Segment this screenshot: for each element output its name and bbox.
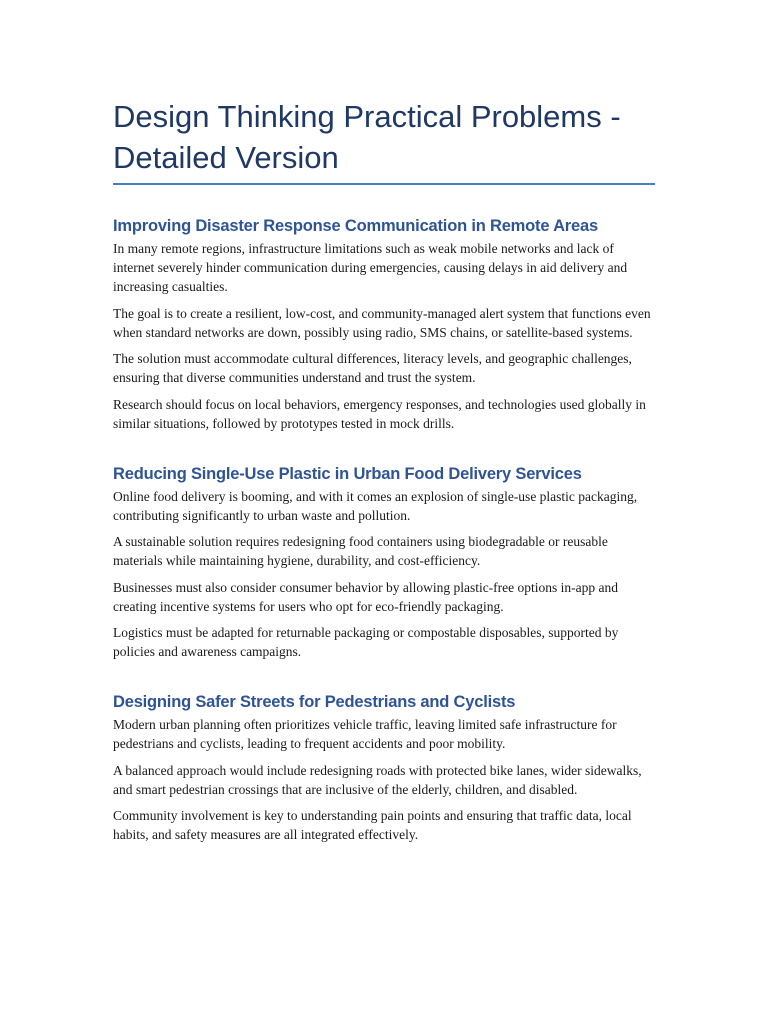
paragraph: In many remote regions, infrastructure limitations such as weak mobile networks and lack of internet severely hinder communication during emergencies, causing delays in aid delivery and increasing casualties.	[113, 241, 628, 294]
paragraph: The solution must accommodate cultural differences, literacy levels, and geographic challenges, ensuring that diverse communities understand and trust the system.	[113, 351, 632, 385]
paragraph: The goal is to create a resilient, low-cost, and community-managed alert system that functions even when standard networks are down, possibly using radio, SMS chains, or satellite-based systems.	[113, 305, 651, 340]
paragraph: Modern urban planning often prioritizes vehicle traffic, leaving limited safe infrastructure for pedestrians and cyclists, leading to frequent accidents and poor mobility.	[113, 717, 617, 751]
section-safer-streets	[113, 691, 655, 844]
section-heading: Improving Disaster Response Communication in Remote Areas	[113, 217, 598, 235]
paragraph: Research should focus on local behaviors, emergency responses, and technologies used globally in similar situations, followed by prototypes tested in mock drills.	[113, 396, 646, 431]
section-disaster-response	[113, 215, 655, 433]
section-heading: Reducing Single-Use Plastic in Urban Food Delivery Services	[113, 464, 582, 483]
paragraph: Online food delivery is booming, and with it comes an explosion of single-use plastic packaging, contributing significantly to urban waste and pollution.	[113, 488, 638, 523]
section-single-use-plastic	[113, 463, 655, 662]
paragraph: Community involvement is key to understanding pain points and ensuring that traffic data, local habits, and safety measures are all integrated effectively.	[113, 808, 632, 842]
document-title: Design Thinking Practical Problems - Detailed Version	[113, 99, 621, 175]
section-heading: Designing Safer Streets for Pedestrians and Cyclists	[113, 693, 516, 711]
title-underline	[113, 183, 655, 185]
paragraph: Businesses must also consider consumer behavior by allowing plastic-free options in-app and creating incentive systems for users who opt for eco-friendly packaging.	[113, 579, 619, 614]
paragraph: A sustainable solution requires redesigning food containers using biodegradable or reusable materials while maintaining hygiene, durability, and cost-efficiency.	[113, 534, 608, 568]
paragraph: A balanced approach would include redesigning roads with protected bike lanes, wider sidewalks, and smart pedestrian crossings that are inclusive of the elderly, children, and disabled.	[113, 762, 642, 797]
document-page	[113, 96, 655, 852]
paragraph: Logistics must be adapted for returnable packaging or compostable disposables, supported by policies and awareness campaigns.	[113, 625, 619, 659]
